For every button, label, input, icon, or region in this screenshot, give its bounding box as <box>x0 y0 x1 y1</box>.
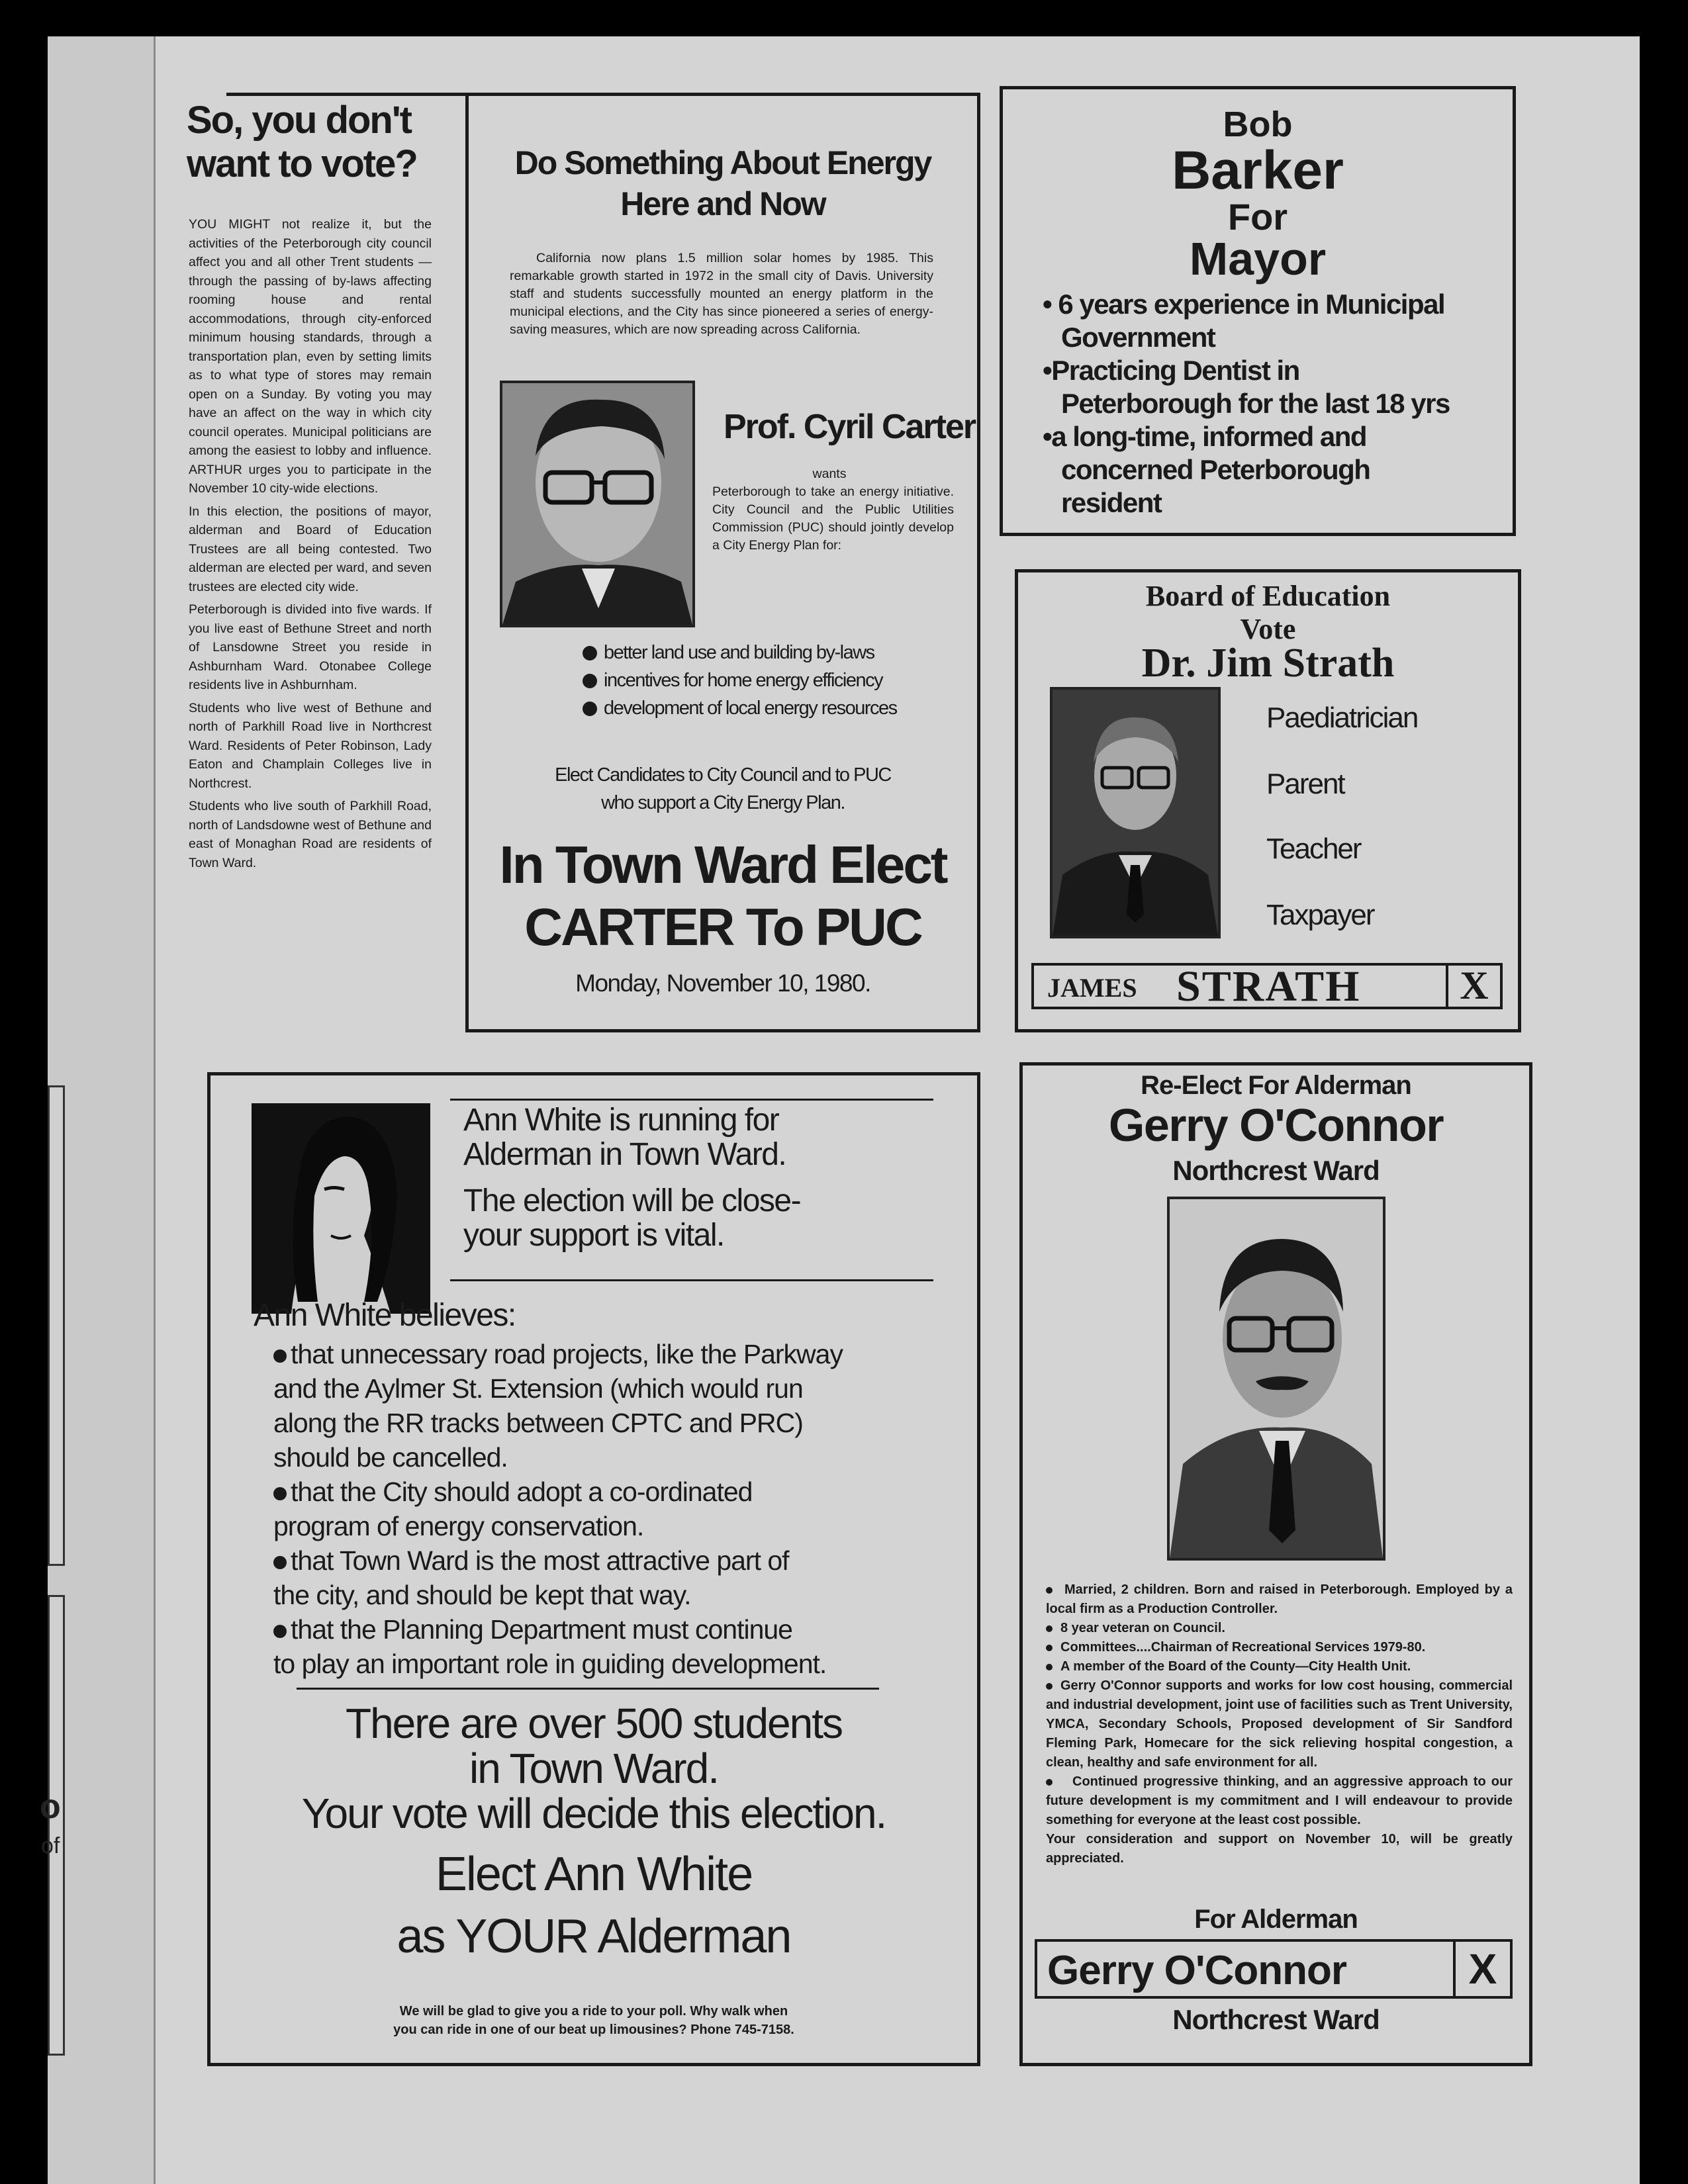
list-item: that the City should adopt a co-ordinated <box>273 1475 962 1509</box>
oconnor-for-alderman: For Alderman <box>1194 1905 1358 1934</box>
bullet-icon <box>583 702 597 716</box>
bullet-icon <box>1046 1664 1053 1670</box>
carter-date: Monday, November 10, 1980. <box>575 970 870 997</box>
article-paragraph: Students who live south of Parkhill Road, north of Landsdowne west of Bethune and east of Monaghan Road are residents of Town Ward. <box>189 799 432 870</box>
previous-page-box-top <box>48 1085 65 1566</box>
strath-ballot-first: JAMES <box>1047 973 1137 1003</box>
bullet-icon <box>273 1625 287 1638</box>
strath-ballot-last: STRATH <box>1176 962 1361 1011</box>
carter-elect-note: Elect Candidates to City Council and to PUC who support a City Energy Plan. <box>555 764 891 813</box>
bullet-icon <box>1046 1779 1053 1786</box>
oconnor-reelect: Re-Elect For Alderman <box>1141 1071 1411 1100</box>
list-item: • 6 years experience in Municipal <box>1043 289 1445 320</box>
strath-role: Paediatrician <box>1266 702 1418 734</box>
white-header: Ann White is running for Alderman in Town Ward. The election will be close- your support is vital. <box>463 1103 801 1253</box>
list-item: Married, 2 children. Born and raised in Peterborough. Employed by a local firm as a Production Controller. <box>1046 1582 1513 1616</box>
carter-ad <box>465 93 980 1032</box>
article-body <box>189 215 432 876</box>
white-ad <box>207 1072 980 2066</box>
strath-role: Parent <box>1266 768 1344 800</box>
oconnor-name: Gerry O'Connor <box>1108 1099 1444 1151</box>
carter-wants: wants <box>812 467 847 481</box>
barker-for: For <box>1227 196 1288 238</box>
oconnor-ballot <box>1035 1939 1513 1999</box>
bullet-icon <box>1046 1683 1053 1690</box>
white-rule-top <box>450 1099 933 1101</box>
bullet-icon <box>1046 1645 1053 1651</box>
white-elect: Elect Ann White as YOUR Alderman <box>397 1848 791 1963</box>
article-paragraph: Peterborough is divided into five wards. If you live east of Bethune Street and north of Lansdowne Street you reside in Ashburnham Ward. Otonabee College residents live in Ashburnham. <box>189 602 432 692</box>
carter-name: Prof. Cyril Carter <box>724 408 976 446</box>
list-item: A member of the Board of the County—City Health Unit. <box>1046 1657 1513 1676</box>
strath-board: Board of Education <box>1145 580 1391 612</box>
bullet-icon <box>273 1556 287 1569</box>
strath-vote: Vote <box>1240 613 1296 645</box>
list-item: Gerry O'Connor supports and works for low cost housing, commercial and industrial development, joint use of facilities such as Trent University, YMCA, Secondary Schools, Proposed development of Sir Sandford Fleming Park, Homecare for the sick relieving hospital congestion, a clean, healthy and safe environment for all. <box>1046 1678 1513 1770</box>
white-students: There are over 500 students in Town Ward. Your vote will decide this election. <box>301 1700 886 1837</box>
carter-title: Do Something About Energy Here and Now <box>514 144 931 222</box>
list-item: incentives for home energy efficiency <box>583 666 953 694</box>
previous-page-fragment-2: of <box>41 1833 60 1858</box>
strath-name: Dr. Jim Strath <box>1141 641 1395 686</box>
strath-role: Teacher <box>1266 833 1361 865</box>
oconnor-ad <box>1019 1062 1532 2066</box>
oconnor-ballot-name: Gerry O'Connor <box>1047 1948 1347 1993</box>
strath-ballot <box>1031 963 1503 1009</box>
white-rule-mid <box>450 1279 933 1281</box>
white-rule-bottom <box>297 1688 879 1690</box>
list-item: that Town Ward is the most attractive part of <box>273 1543 962 1578</box>
barker-ad <box>1000 86 1516 536</box>
strath-ad <box>1015 569 1521 1032</box>
list-item: better land use and building by-laws <box>583 639 953 666</box>
ballot-x-mark: X <box>1446 963 1500 1007</box>
barker-bullets: • 6 years experience in Municipal Government •Practicing Dentist in Peterborough for the last 18 yrs •a long-time, informed and concerned Peterborough resident <box>1043 288 1506 520</box>
strath-roles <box>1266 702 1417 932</box>
oconnor-closing: Your consideration and support on November 10, will be greatly appreciated. <box>1046 1832 1513 1866</box>
barker-last-name: Barker <box>1172 140 1344 201</box>
oconnor-photo <box>1167 1197 1385 1561</box>
list-item: that unnecessary road projects, like the Parkway <box>273 1337 962 1371</box>
previous-page-fragment: o <box>40 1788 61 1826</box>
oconnor-bullets <box>1046 1580 1513 1868</box>
white-beliefs: that unnecessary road projects, like the Parkway and the Aylmer St. Extension (which would run along the RR tracks between CPTC and PRC) should be cancelled. that the City should adopt a co-ordinated program of energy conservation. that Town Ward is the most attractive part of the city, and should be kept that way. that the Planning Department must continue to play an important role in guiding development. <box>273 1337 962 1681</box>
list-item: 8 year veteran on Council. <box>1046 1619 1513 1638</box>
strath-photo <box>1050 687 1221 938</box>
barker-first-name: Bob <box>1223 105 1293 144</box>
ballot-x-mark: X <box>1453 1942 1510 1996</box>
article-headline: So, you don't want to vote? <box>187 93 471 186</box>
oconnor-ballot-ward: Northcrest Ward <box>1172 2004 1380 2035</box>
list-item: Continued progressive thinking, and an aggressive approach to our future development is my commitment and I will endeavour to provide something for everyone at the least cost possible. <box>1046 1774 1513 1827</box>
oconnor-ward: Northcrest Ward <box>1172 1155 1380 1186</box>
white-believes-heading: Ann White believes: <box>254 1298 516 1333</box>
list-item: •Practicing Dentist in <box>1043 355 1299 386</box>
article-paragraph: In this election, the positions of mayor, alderman and Board of Education Trustees are all being contested. Two alderman are elected per ward, and seven trustees are elected city wide. <box>189 504 432 594</box>
list-item: that the Planning Department must continue <box>273 1612 962 1647</box>
carter-intro: California now plans 1.5 million solar homes by 1985. This remarkable growth started in 1972 in the small city of Davis. University staff and students successfully mounted an energy platform in the municipal elections, and the City has since pioneered a series of energy-saving measures, which are now spreading across California. <box>510 251 933 337</box>
list-item: development of local energy resources <box>583 694 953 722</box>
carter-bullets <box>583 639 953 722</box>
white-photo <box>252 1103 430 1314</box>
bullet-icon <box>1046 1587 1053 1594</box>
carter-headline: In Town Ward Elect CARTER To PUC <box>499 835 947 956</box>
list-item: •a long-time, informed and <box>1043 421 1367 452</box>
white-ride-note: We will be glad to give you a ride to your poll. Why walk when you can ride in one of our beat up limousines? Phone 745-7158. <box>393 2004 794 2037</box>
carter-body: Peterborough to take an energy initiative. City Council and the Public Utilities Commission (PUC) should jointly develop a City Energy Plan for: <box>712 484 954 553</box>
bullet-icon <box>273 1487 287 1500</box>
bullet-icon <box>583 646 597 660</box>
bullet-icon <box>273 1349 287 1363</box>
bullet-icon <box>1046 1625 1053 1632</box>
list-item: Committees....Chairman of Recreational Services 1979-80. <box>1046 1638 1513 1657</box>
article-paragraph: Students who live west of Bethune and north of Parkhill Road live in Northcrest Ward. Residents of Peter Robinson, Lady Eaton and Champlain Colleges live in Northcrest. <box>189 700 432 791</box>
bullet-icon <box>583 674 597 688</box>
carter-photo <box>500 381 695 627</box>
article-paragraph: YOU MIGHT not realize it, but the activities of the Peterborough city council affect you and all other Trent students — through the passing of by-laws affecting rooming house and rental accommodations, through city-enforced minimum housing standards, through a transportation plan, even by setting limits as to what type of stores may remain open on a Sunday. By voting you may have an affect on the way in which city council operates. Municipal politicians are among the easiest to lobby and influence. ARTHUR urges you to participate in the November 10 city-wide elections. <box>189 217 432 496</box>
barker-office: Mayor <box>1189 233 1327 285</box>
strath-role: Taxpayer <box>1266 899 1374 931</box>
